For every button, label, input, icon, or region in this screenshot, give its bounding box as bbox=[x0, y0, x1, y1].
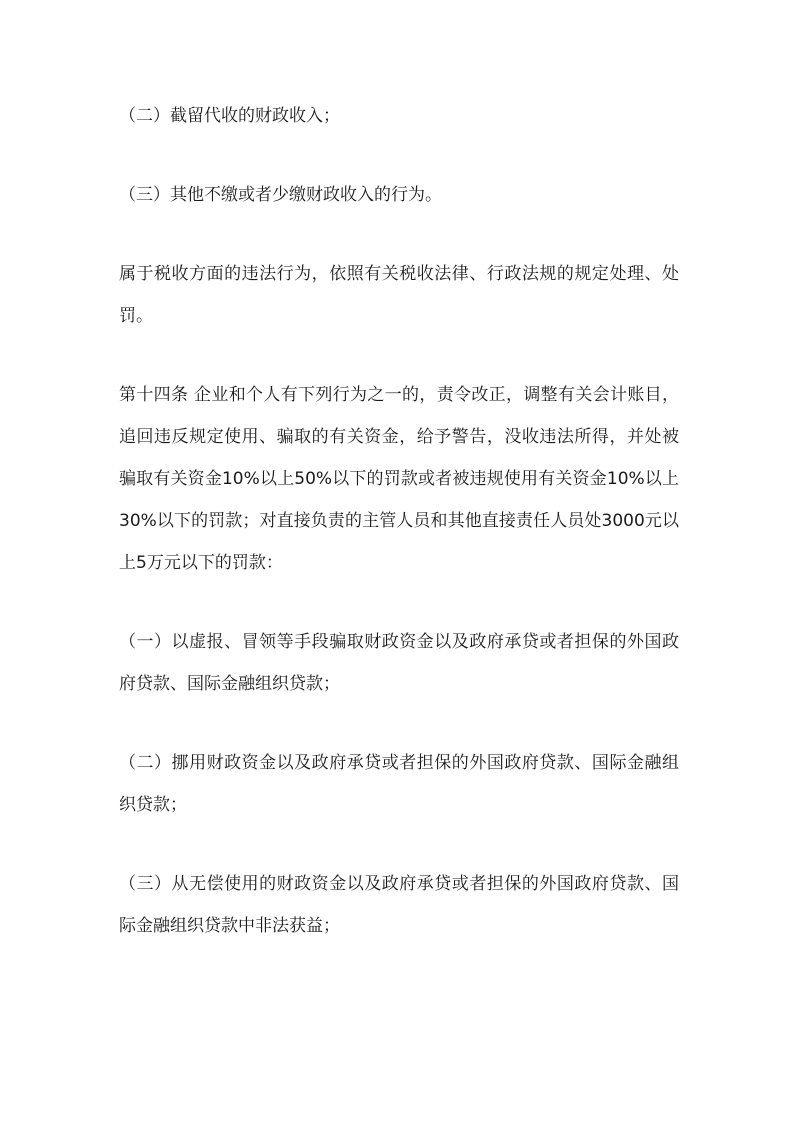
paragraph-tax-violations: 属于税收方面的违法行为，依照有关税收法律、行政法规的规定处理、处罚。 bbox=[119, 264, 679, 326]
paragraph-item-3: （三）其他不缴或者少缴财政收入的行为。 bbox=[119, 185, 442, 205]
paragraph-article-14-item-3: （三）从无偿使用的财政资金以及政府承贷或者担保的外国政府贷款、国际金融组织贷款中非法获益； bbox=[119, 874, 679, 936]
paragraph-article-14: 第十四条 企业和个人有下列行为之一的，责令改正，调整有关会计账目，追回违反规定使用、骗取的有关资金，给予警告，没收违法所得，并处被骗取有关资金10%以上50%以下的罚款或者被违规使用有关资金10%以上30%以下的罚款；对直接负责的主管人员和其他直接责任人员处3000元以上5万元以下的罚款： bbox=[119, 385, 679, 573]
paragraph-article-14-item-1: （一）以虚报、冒领等手段骗取财政资金以及政府承贷或者担保的外国政府贷款、国际金融组织贷款； bbox=[119, 632, 679, 694]
paragraph-item-2: （二）截留代收的财政收入； bbox=[119, 106, 340, 126]
document-body bbox=[119, 95, 679, 947]
paragraph-article-14-item-2: （二）挪用财政资金以及政府承贷或者担保的外国政府贷款、国际金融组织贷款； bbox=[119, 753, 679, 815]
